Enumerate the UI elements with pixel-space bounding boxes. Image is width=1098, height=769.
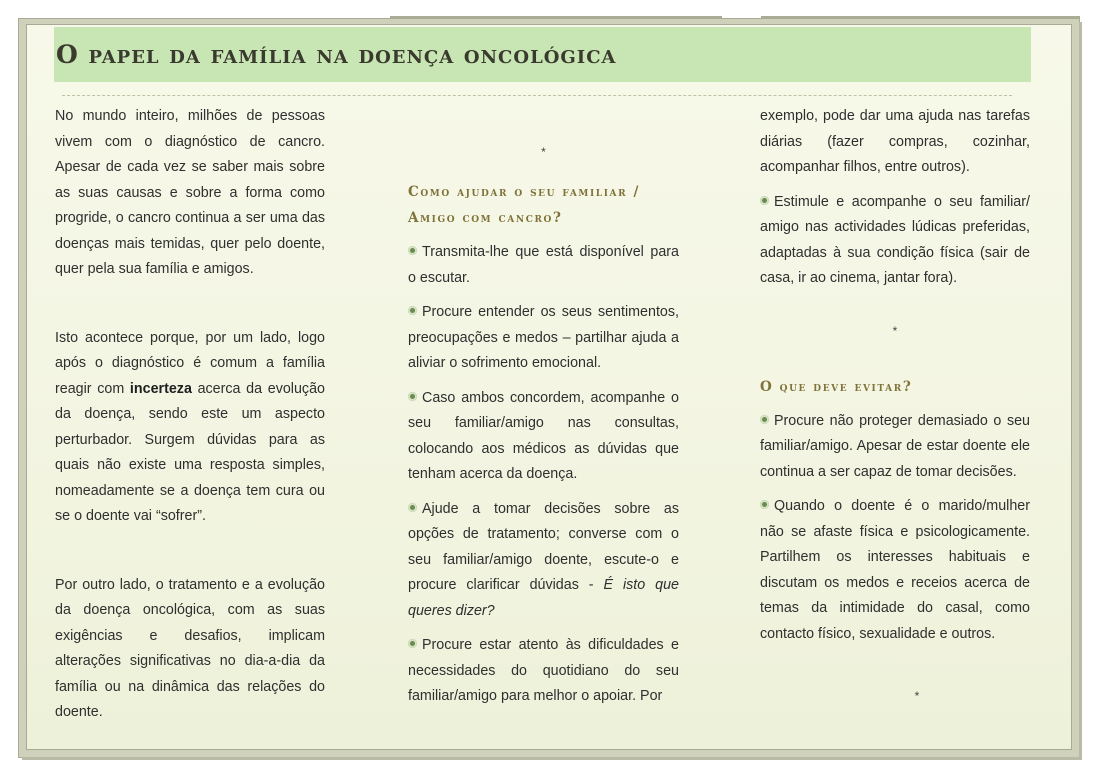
paragraph [55, 326, 325, 530]
list-item [408, 633, 679, 710]
list-item [760, 190, 1030, 292]
page-title: O papel da família na doença oncológica [56, 40, 617, 69]
column-3 [760, 104, 1030, 709]
bullet-dot-icon [408, 306, 417, 315]
bullet-dot-icon [760, 415, 769, 424]
list-item-text: Procure não proteger demasiado o seu familiar/amigo. Apesar de estar doente ele continua a ser capaz de tomar decisões. [760, 412, 1030, 480]
text-span: acerca da evolução da doença, sendo este um aspecto perturbador. Surgem dúvidas para as quais não existe uma resposta simples, nomeadamente se a doença tem cura ou se o doente vai “sofrer”. [55, 380, 325, 524]
list-item [408, 386, 679, 488]
list-item-text: Transmita-lhe que está disponível para o escutar. [408, 244, 679, 286]
paragraph-continuation: exemplo, pode dar uma ajuda nas tarefas diárias (fazer compras, cozinhar, acompanhar filhos, entre outros). [760, 108, 1030, 175]
emphasis-text: incerteza [129, 380, 192, 397]
column-2 [408, 139, 679, 710]
column-1 [55, 104, 325, 726]
spacer [55, 283, 325, 326]
bullet-dot-icon [408, 503, 417, 512]
italic-question: É isto que queres dizer? [408, 577, 679, 619]
list-item [760, 494, 1030, 647]
list-item-text: Procure estar atento às dificuldades e necessidades do quotidiano do seu familiar/amigo para melhor o apoiar. Por [408, 637, 679, 704]
list-item-text: Estimule e acompanhe o seu familiar/ amigo nas actividades lúdicas preferidas, adaptadas à sua condição física (sair de casa, ir ao cinema, jantar fora). [760, 193, 1030, 286]
bullet-dot-icon [760, 500, 769, 509]
list-item [408, 497, 679, 625]
bullet-dot-icon [408, 246, 417, 255]
list-item [408, 300, 679, 377]
list-item-text: Caso ambos concordem, acompanhe o seu familiar/amigo nas consultas, colocando aos médicos as dúvidas que tenham acerca da doença. [408, 389, 679, 482]
paragraph: No mundo inteiro, milhões de pessoas vivem com o diagnóstico de cancro. Apesar de cada vez se saber mais sobre as suas causas e sobre a forma como progride, o cancro continua a ser uma das doenças mais temidas, quer pelo doente, quer pela sua família e amigos. [55, 108, 325, 277]
section-heading: Amigo com cancro? [408, 210, 563, 226]
bullet-dot-icon [408, 392, 417, 401]
section-heading: Como ajudar o seu familiar / [408, 184, 641, 200]
list-item [760, 409, 1030, 486]
paragraph: Por outro lado, o tratamento e a evolução da doença oncológica, com as suas exigências e desafios, implicam alterações significativas no dia-a-dia da família ou na dinâmica das relações do doente. [55, 576, 325, 720]
section-star: * [892, 323, 898, 338]
list-item-text: Ajude a tomar decisões sobre as opções de tratamento; converse com o seu familiar/amigo doente, escute-o e procure clarificar dúvidas - [408, 500, 679, 593]
spacer [55, 530, 325, 573]
section-star: * [541, 145, 546, 159]
list-item [408, 240, 679, 291]
text-span: Isto acontece porque, por um lado, logo após o diagnóstico é comum a família reagir com [55, 329, 325, 397]
bullet-dot-icon [408, 639, 417, 648]
list-item-text: Procure entender os seus sentimentos, preocupações e medos – partilhar ajuda a aliviar o sofrimento emocional. [408, 304, 679, 371]
list-item-text: Quando o doente é o marido/mulher não se afaste física e psicologicamente. Partilhem os interesses habituais e discutam os medos e receios acerca de temas da intimidade do casal, como contacto físico, sexualidade e outros. [760, 498, 1030, 642]
title-divider [62, 95, 1012, 96]
section-star: * [914, 689, 920, 703]
bullet-dot-icon [760, 196, 769, 205]
section-heading: O que deve evitar? [760, 378, 913, 395]
